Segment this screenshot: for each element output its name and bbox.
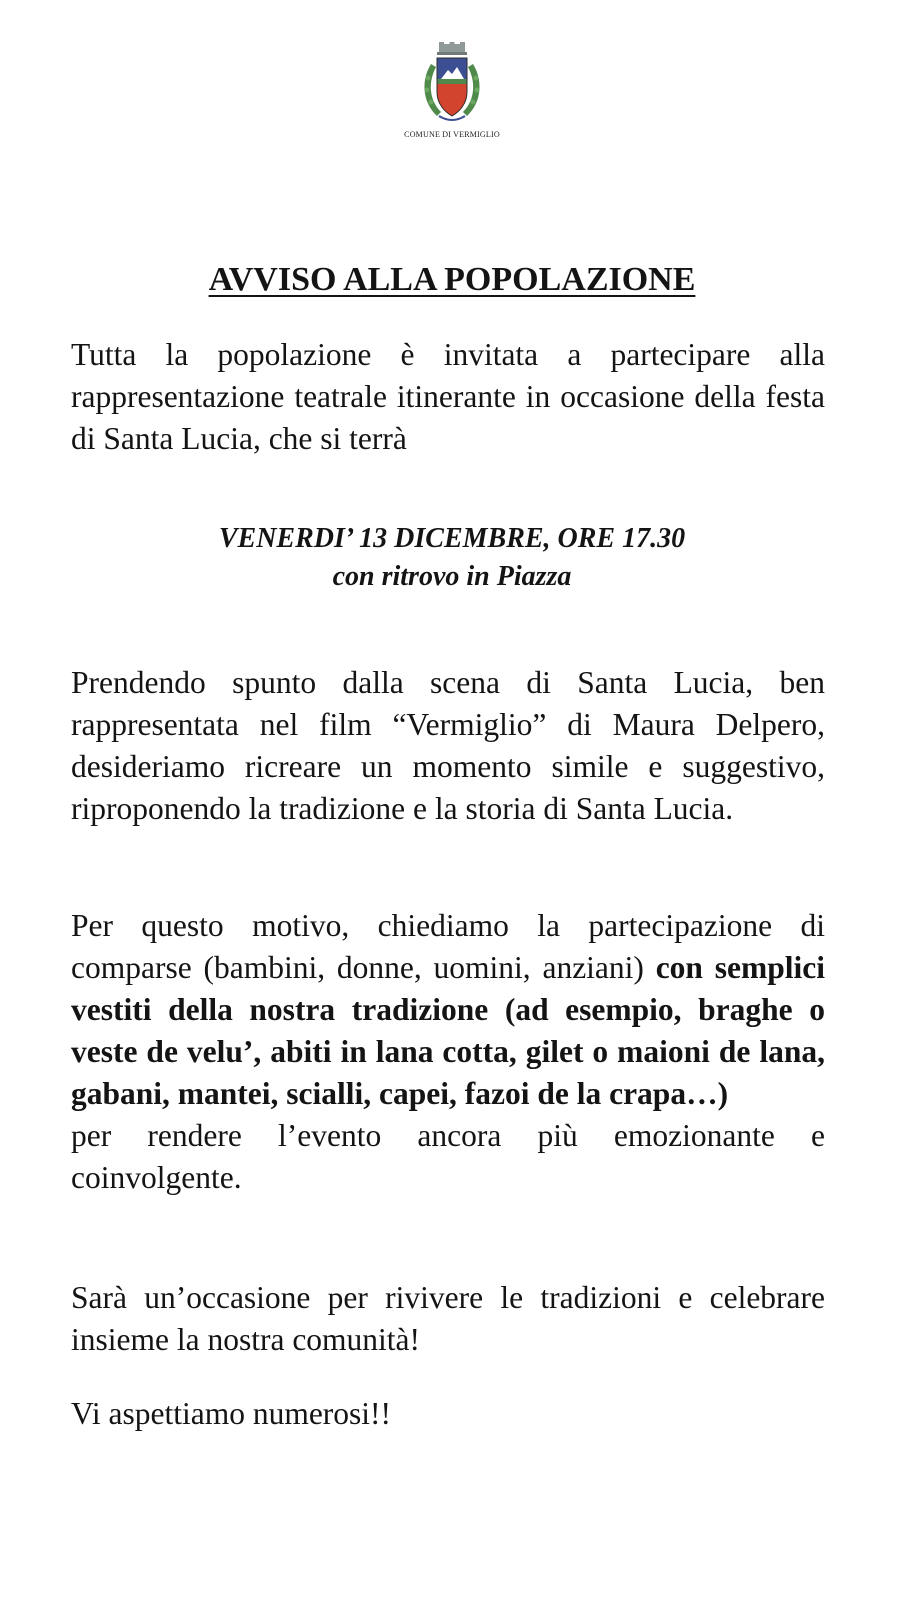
comune-label: COMUNE DI VERMIGLIO [404, 130, 500, 139]
request-costumes-text: con semplici vestiti della nostra tradizione (ad esempio, braghe o veste de velu’, abiti in lana cotta, gilet o maioni de lana, gabani, mantei, scialli, capei, fazoi de la crapa…) [71, 950, 825, 1111]
event-meeting-point: con ritrovo in Piazza [332, 561, 572, 592]
request-text: Per questo motivo, chiediamo la partecipazione di comparse (bambini, donne, uomini, anziani) [71, 908, 825, 985]
event-date: VENERDI’ 13 DICEMBRE, ORE 17.30 [218, 523, 686, 554]
request-paragraph [71, 905, 825, 1199]
comune-coat-of-arms-icon [419, 42, 485, 126]
event-details [0, 520, 904, 596]
header-logo [0, 42, 904, 139]
closing-line: Vi aspettiamo numerosi!! [71, 1396, 392, 1431]
occasion-paragraph: Sarà un’occasione per rivivere le tradizioni e celebrare insieme la nostra comunità! [71, 1280, 825, 1357]
notice-title: AVVISO ALLA POPOLAZIONE [208, 261, 696, 298]
intro-paragraph: Tutta la popolazione è invitata a partecipare alla rappresentazione teatrale itinerante in occasione della festa di Santa Lucia, che si terrà [71, 337, 825, 456]
request-tail-text: per rendere l’evento ancora più emozionante e coinvolgente. [71, 1118, 825, 1195]
film-paragraph: Prendendo spunto dalla scena di Santa Lucia, ben rappresentata nel film “Vermiglio” di Maura Delpero, desideriamo ricreare un momento simile e suggestivo, riproponendo la tradizione e la storia di Santa Lucia. [71, 665, 825, 826]
